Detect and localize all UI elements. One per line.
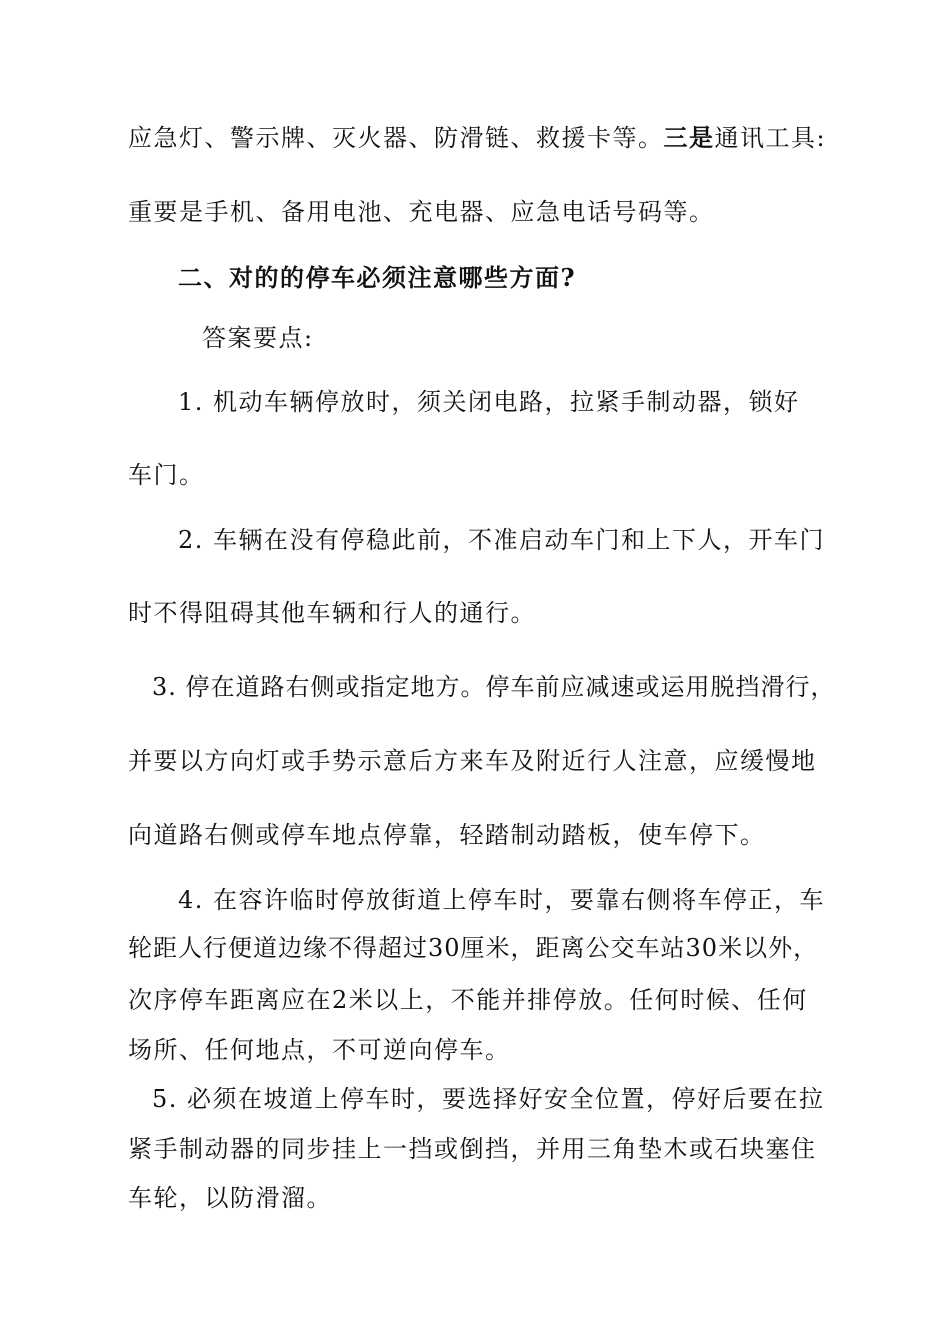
answer-label: 答案要点: xyxy=(202,324,314,352)
item3-line1: 3. 停在道路右侧或指定地方。停车前应减速或运用脱挡滑行， xyxy=(152,673,836,701)
para1-emphasis: 三是 xyxy=(663,123,715,152)
para1-line1-text: 应急灯、警示牌、灭火器、防滑链、救援卡等。 xyxy=(128,124,664,152)
para1-line1 xyxy=(128,122,826,154)
para1-line2: 重要是手机、备用电池、充电器、应急电话号码等。 xyxy=(128,198,715,226)
item4-line3: 次序停车距离应在2米以上，不能并排停放。任何时候、任何 xyxy=(128,986,808,1014)
item4-line1: 4. 在容许临时停放街道上停车时，要靠右侧将车停正，车 xyxy=(178,886,826,914)
item5-line1: 5. 必须在坡道上停车时，要选择好安全位置，停好后要在拉 xyxy=(152,1085,825,1113)
item3-line2: 并要以方向灯或手势示意后方来车及附近行人注意，应缓慢地 xyxy=(128,747,817,775)
item5-line3: 车轮，以防滑溜。 xyxy=(128,1184,332,1212)
item1-line2: 车门。 xyxy=(128,461,205,489)
item1-line1: 1. 机动车辆停放时，须关闭电路，拉紧手制动器，锁好 xyxy=(178,388,800,416)
section-heading: 二、对的的停车必须注意哪些方面? xyxy=(178,263,577,292)
item4-line4: 场所、任何地点，不可逆向停车。 xyxy=(128,1036,511,1064)
item5-line2: 紧手制动器的同步挂上一挡或倒挡，并用三角垫木或石块塞住 xyxy=(128,1135,817,1163)
para1-line1-tail: 通讯工具: xyxy=(714,124,827,152)
item4-line2: 轮距人行便道边缘不得超过30厘米，距离公交车站30米以外， xyxy=(128,934,819,962)
item2-line1: 2. 车辆在没有停稳此前，不准启动车门和上下人，开车门 xyxy=(178,526,826,554)
item3-line3: 向道路右侧或停车地点停靠，轻踏制动踏板，使车停下。 xyxy=(128,821,766,849)
item2-line2: 时不得阻碍其他车辆和行人的通行。 xyxy=(128,599,536,627)
